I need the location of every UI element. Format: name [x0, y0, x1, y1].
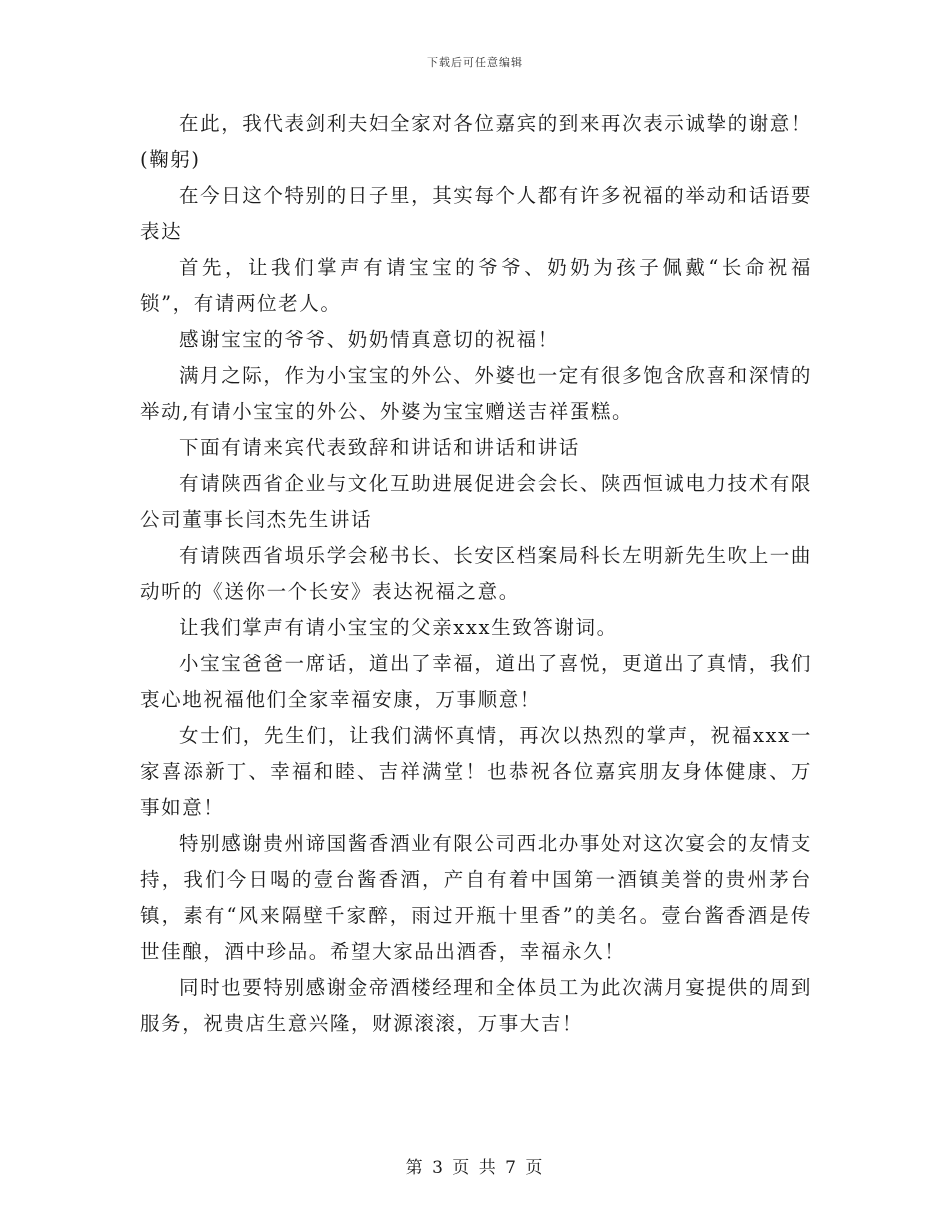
paragraph: 感谢宝宝的爷爷、奶奶情真意切的祝福！ [179, 328, 559, 351]
paragraph: 在今日这个特别的日子里，其实每个人都有许多祝福的举动和话语要表达 [140, 184, 813, 243]
paragraph: 让我们掌声有请小宝宝的父亲xxx生致答谢词。 [179, 616, 618, 639]
paragraph: 满月之际，作为小宝宝的外公、外婆也一定有很多饱含欣喜和深情的举动,有请小宝宝的外公、外婆为宝宝赠送吉祥蛋糕。 [140, 364, 813, 423]
paragraph: 同时也要特别感谢金帝酒楼经理和全体员工为此次满月宴提供的周到服务，祝贵店生意兴隆，财源滚滚，万事大吉！ [140, 976, 813, 1035]
paragraph: 首先，让我们掌声有请宝宝的爷爷、奶奶为孩子佩戴“长命祝福锁”，有请两位老人。 [140, 256, 812, 315]
paragraph: 特别感谢贵州谛国酱香酒业有限公司西北办事处对这次宴会的友情支持，我们今日喝的壹台酱香酒，产自有着中国第一酒镇美誉的贵州茅台镇，素有“风来隔壁千家醉，雨过开瓶十里香”的美名。壹台酱香酒是传世佳酿，酒中珍品。希望大家品出酒香，幸福永久！ [140, 832, 813, 963]
page-header: 下载后可任意编辑 [427, 56, 523, 69]
paragraph: 在此，我代表剑利夫妇全家对各位嘉宾的到来再次表示诚挚的谢意！(鞠躬) [140, 112, 813, 171]
paragraph: 下面有请来宾代表致辞和讲话和讲话和讲话 [179, 436, 580, 459]
page-number-footer: 第 3 页 共 7 页 [405, 1158, 545, 1178]
paragraph: 小宝宝爸爸一席话，道出了幸福，道出了喜悦，更道出了真情，我们衷心地祝福他们全家幸福安康，万事顺意！ [140, 652, 813, 711]
paragraph: 有请陕西省企业与文化互助进展促进会会长、陕西恒诚电力技术有限公司董事长闫杰先生讲话 [140, 472, 813, 531]
paragraph: 女士们，先生们，让我们满怀真情，再次以热烈的掌声，祝福xxx一家喜添新丁、幸福和睦、吉祥满堂！也恭祝各位嘉宾朋友身体健康、万事如意！ [140, 724, 812, 819]
paragraph: 有请陕西省埙乐学会秘书长、长安区档案局科长左明新先生吹上一曲动听的《送你一个长安》表达祝福之意。 [140, 544, 813, 603]
document-body [140, 106, 812, 1042]
